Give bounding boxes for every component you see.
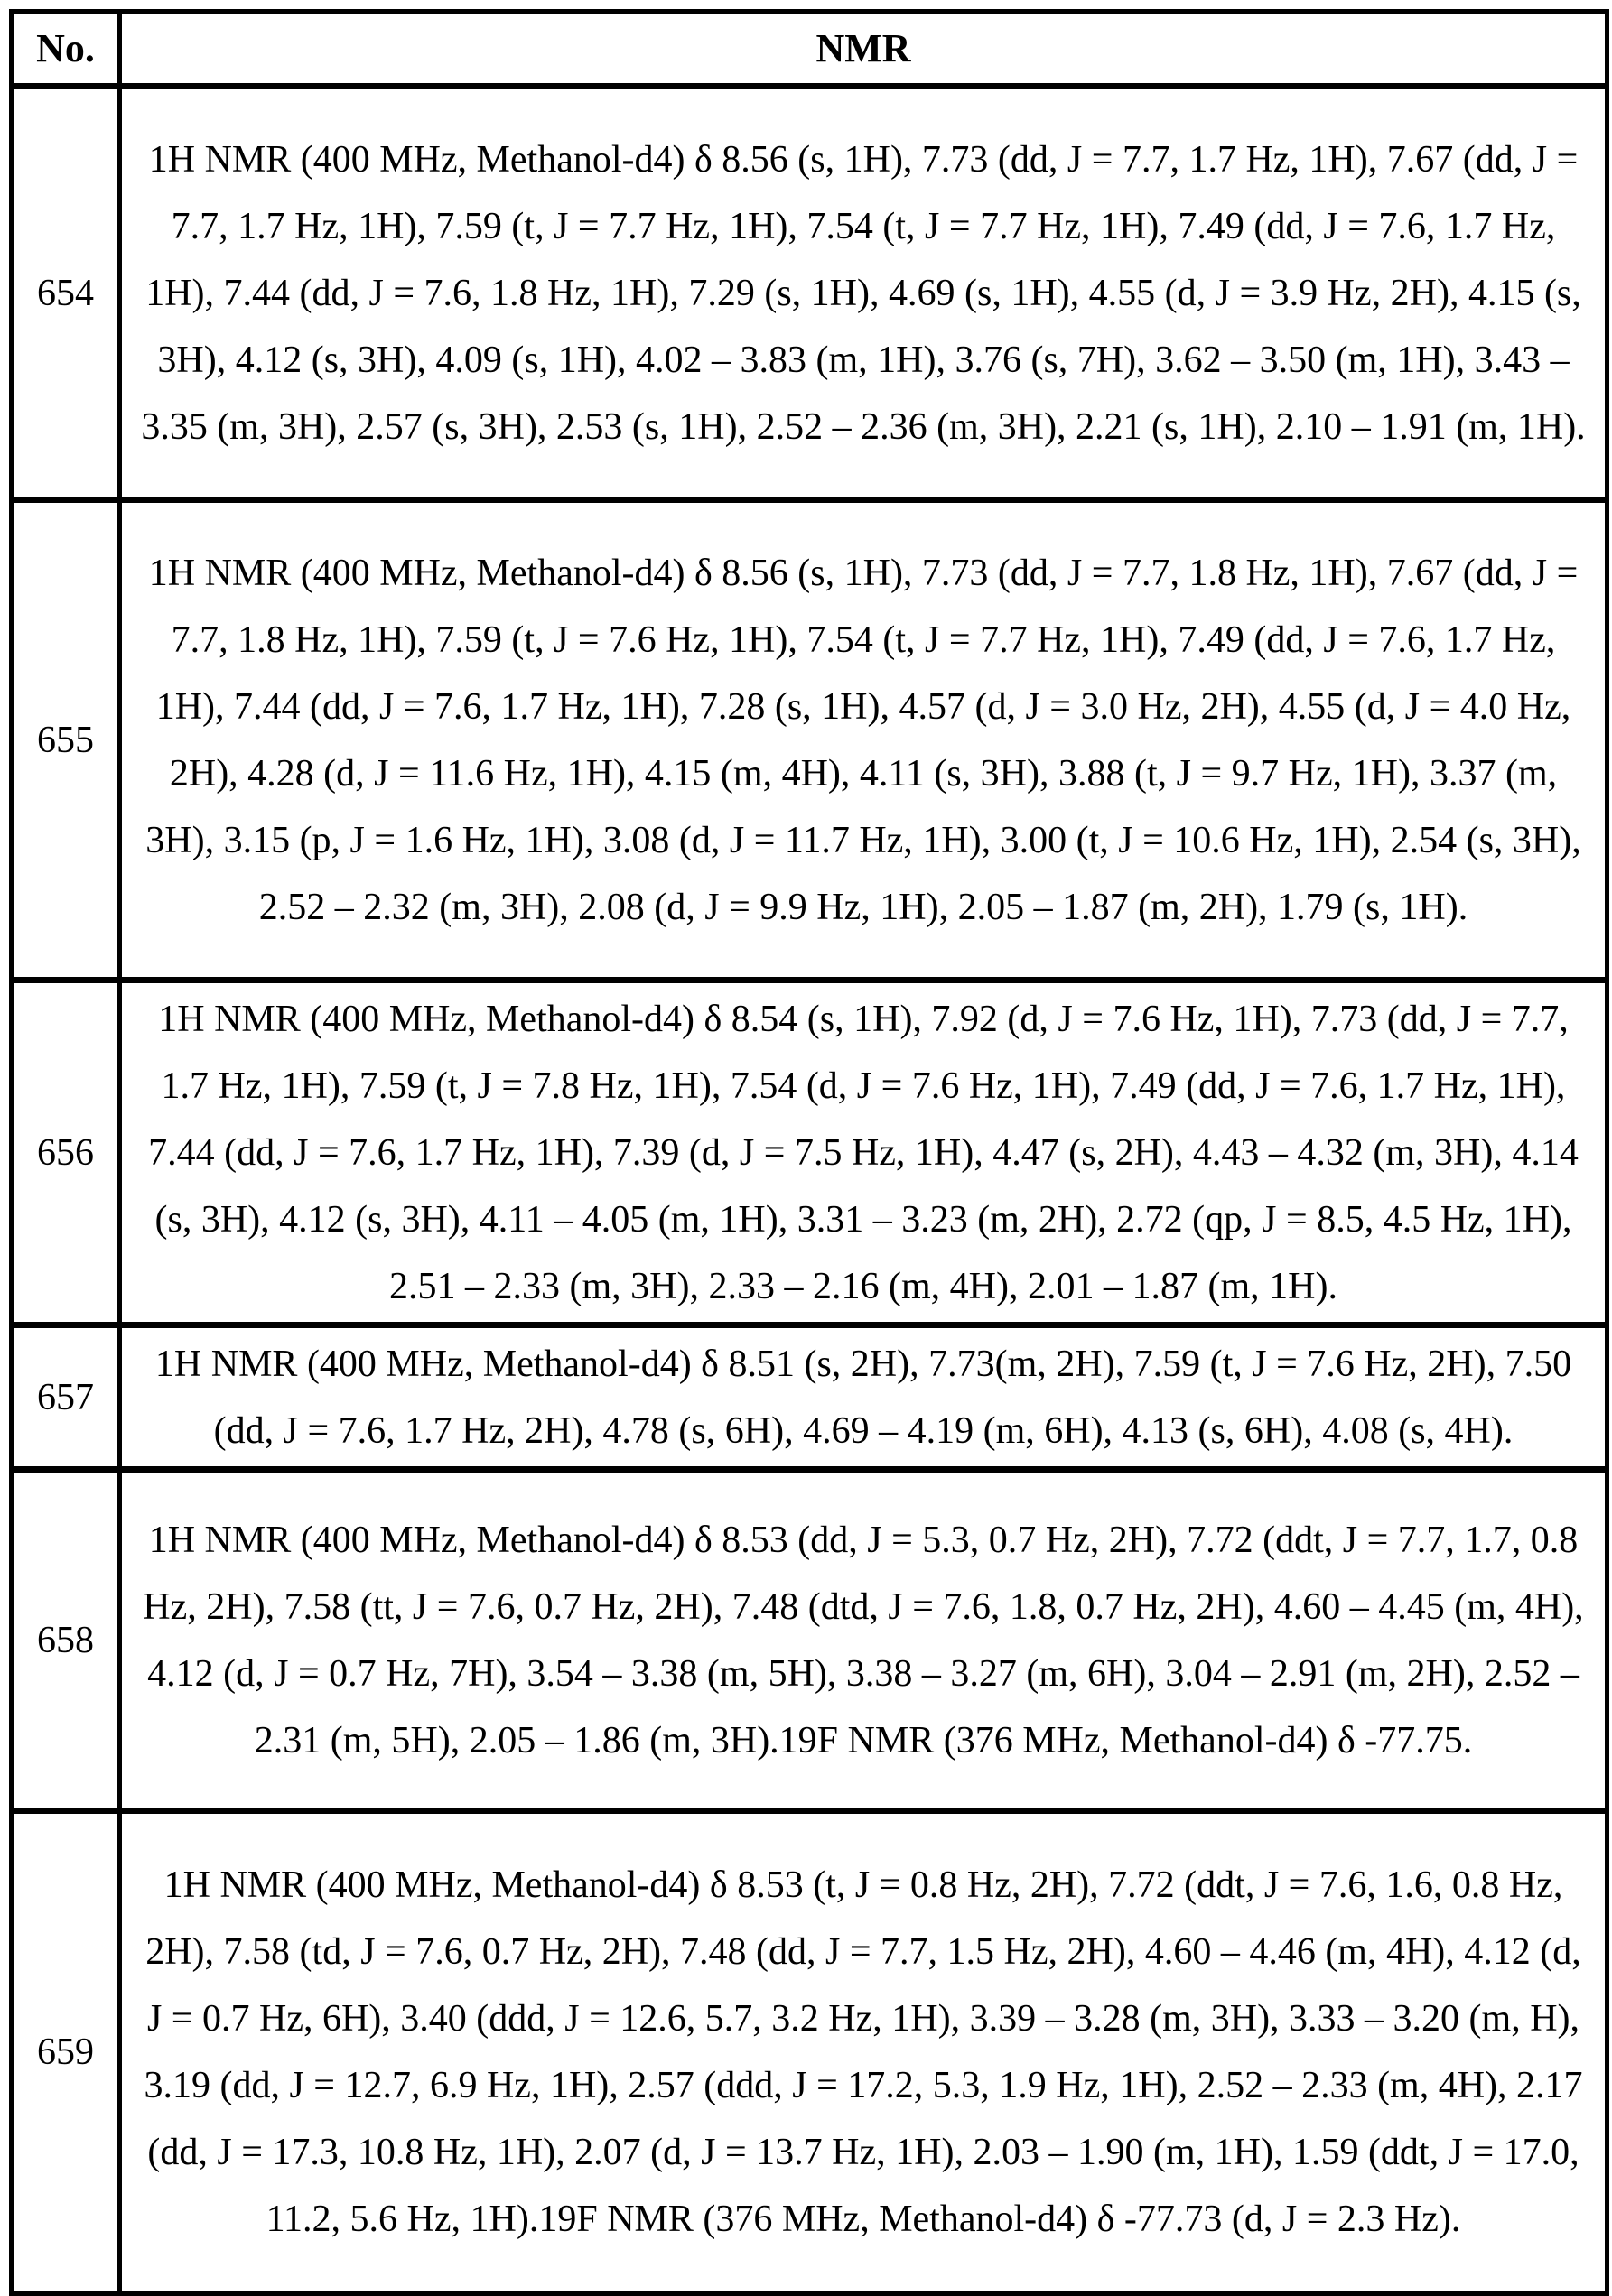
column-header-nmr: NMR (120, 12, 1607, 87)
column-header-no: No. (12, 12, 120, 87)
header-row (12, 12, 1607, 87)
compound-number: 657 (12, 1325, 120, 1470)
compound-number: 656 (12, 981, 120, 1325)
nmr-data-text: 1H NMR (400 MHz, Methanol-d4) δ 8.51 (s, 2H), 7.73(m, 2H), 7.59 (t, J = 7.6 Hz, 2H), 7.50 (dd, J = 7.6, 1.7 Hz, 2H), 4.78 (s, 6H), 4.69 – 4.19 (m, 6H), 4.13 (s, 6H), 4.08 (s, 4H). (120, 1325, 1607, 1470)
nmr-data-text: 1H NMR (400 MHz, Methanol-d4) δ 8.56 (s, 1H), 7.73 (dd, J = 7.7, 1.8 Hz, 1H), 7.67 (dd, J = 7.7, 1.8 Hz, 1H), 7.59 (t, J = 7.6 Hz, 1H), 7.54 (t, J = 7.7 Hz, 1H), 7.49 (dd, J = 7.6, 1.7 Hz, 1H), 7.44 (dd, J = 7.6, 1.7 Hz, 1H), 7.28 (s, 1H), 4.57 (d, J = 3.0 Hz, 2H), 4.55 (d, J = 4.0 Hz, 2H), 4.28 (d, J = 11.6 Hz, 1H), 4.15 (m, 4H), 4.11 (s, 3H), 3.88 (t, J = 9.7 Hz, 1H), 3.37 (m, 3H), 3.15 (p, J = 1.6 Hz, 1H), 3.08 (d, J = 11.7 Hz, 1H), 3.00 (t, J = 10.6 Hz, 1H), 2.54 (s, 3H), 2.52 – 2.32 (m, 3H), 2.08 (d, J = 9.9 Hz, 1H), 2.05 – 1.87 (m, 2H), 1.79 (s, 1H). (120, 500, 1607, 981)
table-row (12, 1470, 1607, 1811)
nmr-data-text: 1H NMR (400 MHz, Methanol-d4) δ 8.53 (dd, J = 5.3, 0.7 Hz, 2H), 7.72 (ddt, J = 7.7, 1.7, 0.8 Hz, 2H), 7.58 (tt, J = 7.6, 0.7 Hz, 2H), 7.48 (dtd, J = 7.6, 1.8, 0.7 Hz, 2H), 4.60 – 4.45 (m, 4H), 4.12 (d, J = 0.7 Hz, 7H), 3.54 – 3.38 (m, 5H), 3.38 – 3.27 (m, 6H), 3.04 – 2.91 (m, 2H), 2.52 – 2.31 (m, 5H), 2.05 – 1.86 (m, 3H).19F NMR (376 MHz, Methanol-d4) δ -77.75. (120, 1470, 1607, 1811)
table-body (12, 87, 1607, 2293)
compound-number: 654 (12, 87, 120, 500)
table-header (12, 12, 1607, 87)
nmr-data-text: 1H NMR (400 MHz, Methanol-d4) δ 8.53 (t, J = 0.8 Hz, 2H), 7.72 (ddt, J = 7.6, 1.6, 0.8 Hz, 2H), 7.58 (td, J = 7.6, 0.7 Hz, 2H), 7.48 (dd, J = 7.7, 1.5 Hz, 2H), 4.60 – 4.46 (m, 4H), 4.12 (d, J = 0.7 Hz, 6H), 3.40 (ddd, J = 12.6, 5.7, 3.2 Hz, 1H), 3.39 – 3.28 (m, 3H), 3.33 – 3.20 (m, H), 3.19 (dd, J = 12.7, 6.9 Hz, 1H), 2.57 (ddd, J = 17.2, 5.3, 1.9 Hz, 1H), 2.52 – 2.33 (m, 4H), 2.17 (dd, J = 17.3, 10.8 Hz, 1H), 2.07 (d, J = 13.7 Hz, 1H), 2.03 – 1.90 (m, 1H), 1.59 (ddt, J = 17.0, 11.2, 5.6 Hz, 1H).19F NMR (376 MHz, Methanol-d4) δ -77.73 (d, J = 2.3 Hz). (120, 1811, 1607, 2293)
table-row (12, 1811, 1607, 2293)
compound-number: 659 (12, 1811, 120, 2293)
table-row (12, 87, 1607, 500)
table-row (12, 981, 1607, 1325)
compound-number: 658 (12, 1470, 120, 1811)
nmr-data-text: 1H NMR (400 MHz, Methanol-d4) δ 8.54 (s, 1H), 7.92 (d, J = 7.6 Hz, 1H), 7.73 (dd, J = 7.7, 1.7 Hz, 1H), 7.59 (t, J = 7.8 Hz, 1H), 7.54 (d, J = 7.6 Hz, 1H), 7.49 (dd, J = 7.6, 1.7 Hz, 1H), 7.44 (dd, J = 7.6, 1.7 Hz, 1H), 7.39 (d, J = 7.5 Hz, 1H), 4.47 (s, 2H), 4.43 – 4.32 (m, 3H), 4.14 (s, 3H), 4.12 (s, 3H), 4.11 – 4.05 (m, 1H), 3.31 – 3.23 (m, 2H), 2.72 (qp, J = 8.5, 4.5 Hz, 1H), 2.51 – 2.33 (m, 3H), 2.33 – 2.16 (m, 4H), 2.01 – 1.87 (m, 1H). (120, 981, 1607, 1325)
nmr-data-text: 1H NMR (400 MHz, Methanol-d4) δ 8.56 (s, 1H), 7.73 (dd, J = 7.7, 1.7 Hz, 1H), 7.67 (dd, J = 7.7, 1.7 Hz, 1H), 7.59 (t, J = 7.7 Hz, 1H), 7.54 (t, J = 7.7 Hz, 1H), 7.49 (dd, J = 7.6, 1.7 Hz, 1H), 7.44 (dd, J = 7.6, 1.8 Hz, 1H), 7.29 (s, 1H), 4.69 (s, 1H), 4.55 (d, J = 3.9 Hz, 2H), 4.15 (s, 3H), 4.12 (s, 3H), 4.09 (s, 1H), 4.02 – 3.83 (m, 1H), 3.76 (s, 7H), 3.62 – 3.50 (m, 1H), 3.43 – 3.35 (m, 3H), 2.57 (s, 3H), 2.53 (s, 1H), 2.52 – 2.36 (m, 3H), 2.21 (s, 1H), 2.10 – 1.91 (m, 1H). (120, 87, 1607, 500)
table-row (12, 1325, 1607, 1470)
nmr-table (9, 9, 1609, 2296)
table-row (12, 500, 1607, 981)
compound-number: 655 (12, 500, 120, 981)
